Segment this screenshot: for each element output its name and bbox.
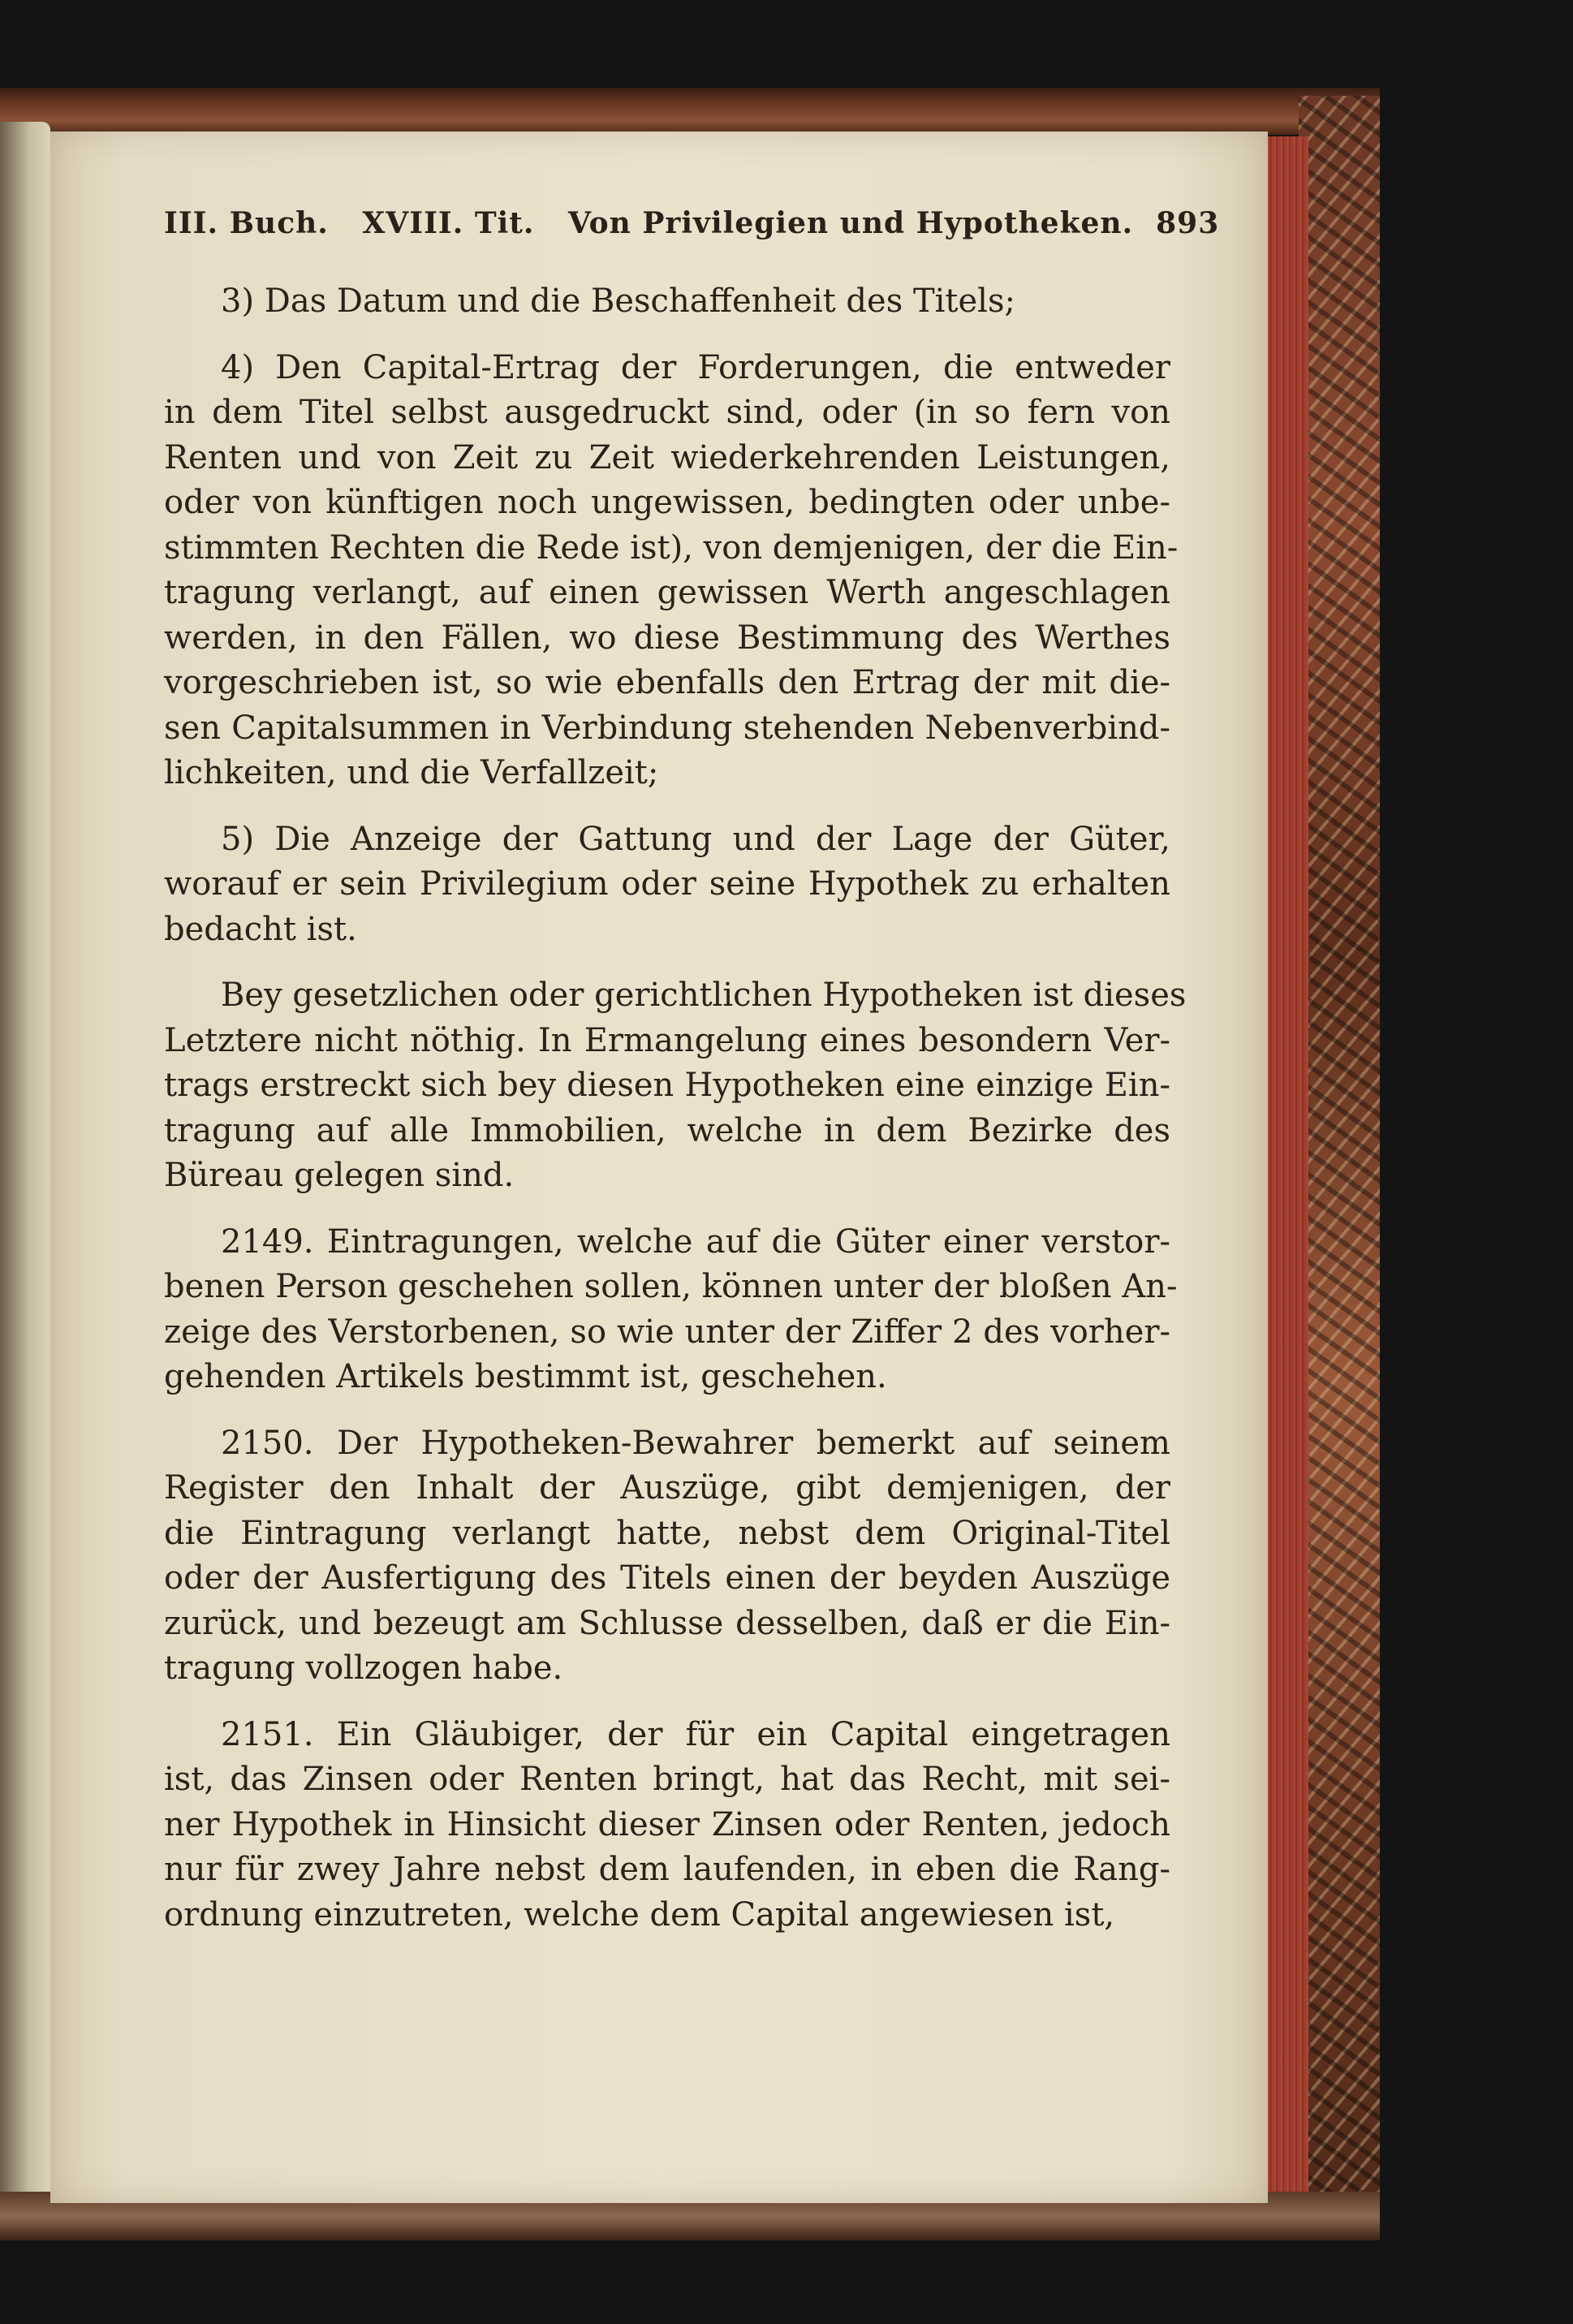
text-line: Letztere nicht nöthig. In Ermangelung eines besondern Ver- [164,1021,1170,1059]
paragraph [164,1713,1170,1938]
header-book: III. Buch. [164,206,329,240]
text-line: zeige des Verstorbenen, so wie unter der Ziffer 2 des vorher- [164,1313,1170,1351]
text-line: ist, das Zinsen oder Renten bringt, hat das Recht, mit sei- [164,1761,1170,1798]
page-number: 893 [1156,206,1220,240]
text-line: in dem Titel selbst ausgedruckt sind, oder (in so fern von [164,394,1170,431]
text-line: tragung vollzogen habe. [164,1649,563,1687]
text-line: vorgeschrieben ist, so wie ebenfalls den Ertrag der mit die- [164,664,1170,701]
book-page [50,132,1268,2203]
text-line: sen Capitalsummen in Verbindung stehenden Nebenverbind- [164,709,1170,747]
paragraph [164,1421,1170,1692]
text-line: nur für zwey Jahre nebst dem laufenden, in eben die Rang- [164,1851,1170,1888]
text-line: Register den Inhalt der Auszüge, gibt demjenigen, der [164,1469,1170,1507]
text-line: 5) Die Anzeige der Gattung und der Lage der Güter, [221,820,1170,858]
running-header [164,206,1220,240]
text-line: tragung verlangt, auf einen gewissen Werth angeschlagen [164,574,1170,611]
body-paragraphs [164,279,1187,1938]
text-line: werden, in den Fällen, wo diese Bestimmung des Werthes [164,619,1170,657]
paragraph [164,346,1179,796]
text-line: 4) Den Capital-Ertrag der Forderungen, die entweder [221,348,1170,386]
text-line: Büreau gelegen sind. [164,1157,515,1194]
text-line: Renten und von Zeit zu Zeit wiederkehrenden Leistungen, [164,438,1170,476]
paragraph [164,973,1187,1199]
cover-top-edge [0,88,1380,135]
marbled-cover [1299,96,1380,2239]
text-line: zurück, und bezeugt am Schlusse desselben, daß er die Ein- [164,1604,1170,1642]
paragraph [164,1220,1178,1400]
text-line: trags erstreckt sich bey diesen Hypotheken eine einzige Ein- [164,1067,1170,1104]
text-line: die Eintragung verlangt hatte, nebst dem Original-Titel [164,1514,1170,1552]
text-line: oder der Ausfertigung des Titels einen der beyden Auszüge [164,1559,1170,1597]
text-line: 2149. Eintragungen, welche auf die Güter einer verstor- [221,1222,1170,1261]
text-line: 2151. Ein Gläubiger, der für ein Capital eingetragen [221,1715,1170,1753]
text-line: worauf er sein Privilegium oder seine Hypothek zu erhalten [164,865,1170,903]
paragraph [164,817,1170,953]
text-line: gehenden Artikels bestimmt ist, geschehen. [164,1358,887,1395]
text-line: 3) Das Datum und die Beschaffenheit des Titels; [221,282,1015,320]
text-line: Bey gesetzlichen oder gerichtlichen Hypotheken ist dieses [221,977,1187,1014]
text-line: stimmten Rechten die Rede ist), von demjenigen, der die Ein- [164,528,1179,567]
text-line: oder von künftigen noch ungewissen, bedingten oder unbe- [164,484,1170,521]
paragraph [164,279,1170,325]
header-title-number: XVIII. Tit. [362,206,535,240]
text-line: 2150. Der Hypotheken-Bewahrer bemerkt auf seinem [221,1424,1170,1462]
text-line: lichkeiten, und die Verfallzeit; [164,754,659,791]
text-line: benen Person geschehen sollen, können unter der bloßen An- [164,1268,1178,1305]
text-line: ner Hypothek in Hinsicht dieser Zinsen oder Renten, jedoch [164,1805,1170,1843]
header-title: Von Privilegien und Hypotheken. [568,206,1134,240]
red-page-edges [1266,136,1308,2205]
text-line: ordnung einzutreten, welche dem Capital angewiesen ist, [164,1895,1115,1934]
text-line: bedacht ist. [164,910,357,948]
text-line: tragung auf alle Immobilien, welche in dem Bezirke des [164,1111,1170,1149]
page-text [164,206,1220,1959]
facing-page-edge [0,122,50,2208]
